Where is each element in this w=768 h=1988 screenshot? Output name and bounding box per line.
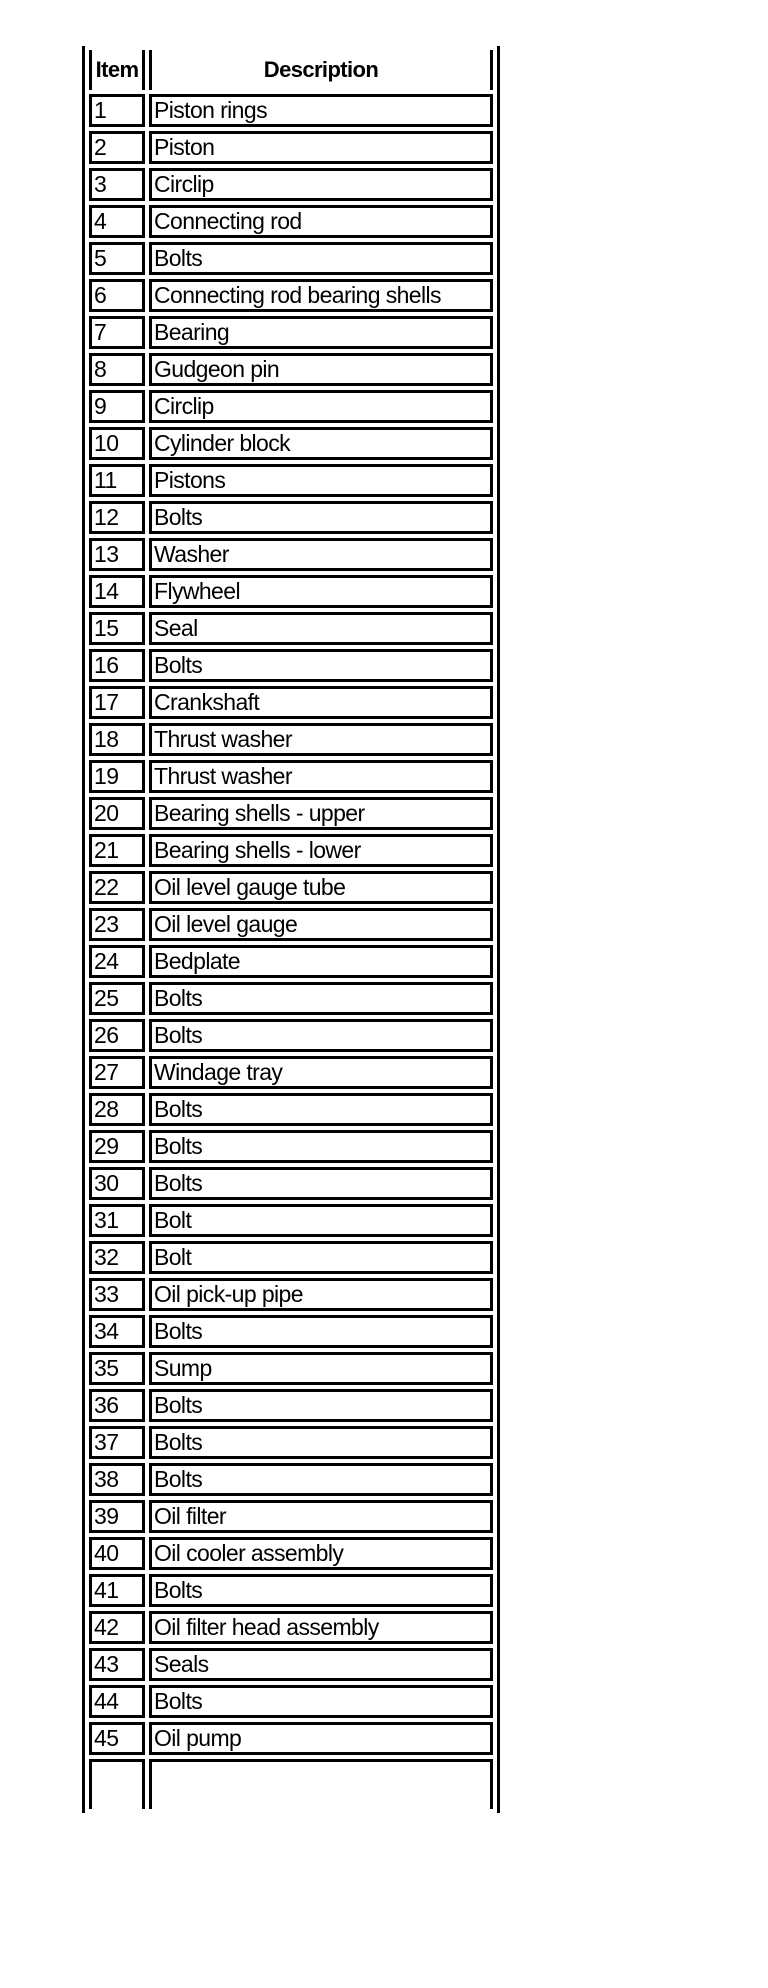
description-cell: Bolts [149,242,493,275]
description-cell: Bolts [149,1685,493,1718]
table-row [89,945,493,978]
item-column-header: Item [89,50,145,90]
table-row [89,168,493,201]
description-cell: Bolts [149,1426,493,1459]
table-row [89,723,493,756]
item-number-cell: 3 [89,168,145,201]
table-row [89,1389,493,1422]
item-number-cell: 10 [89,427,145,460]
description-cell: Crankshaft [149,686,493,719]
item-number-cell: 16 [89,649,145,682]
item-number-cell: 14 [89,575,145,608]
item-number-cell: 26 [89,1019,145,1052]
table-row [89,316,493,349]
item-number-cell: 9 [89,390,145,423]
description-cell: Bolts [149,1389,493,1422]
item-number-cell: 6 [89,279,145,312]
description-cell: Cylinder block [149,427,493,460]
item-number-cell: 38 [89,1463,145,1496]
description-cell: Washer [149,538,493,571]
description-cell: Thrust washer [149,723,493,756]
item-number-cell: 27 [89,1056,145,1089]
description-cell: Oil filter head assembly [149,1611,493,1644]
description-cell: Bolt [149,1204,493,1237]
description-cell: Thrust washer [149,760,493,793]
item-number-cell: 44 [89,1685,145,1718]
table-row [89,1685,493,1718]
description-cell: Oil filter [149,1500,493,1533]
table-body [89,94,493,1809]
table-row [89,1130,493,1163]
item-number-cell: 32 [89,1241,145,1274]
description-cell: Bearing [149,316,493,349]
item-number-cell: 18 [89,723,145,756]
table-row [89,797,493,830]
table-row [89,390,493,423]
item-number-cell: 23 [89,908,145,941]
item-number-cell: 39 [89,1500,145,1533]
description-cell: Bolts [149,982,493,1015]
item-number-cell: 41 [89,1574,145,1607]
table-row [89,1093,493,1126]
table-row [89,353,493,386]
description-cell: Sump [149,1352,493,1385]
item-number-cell: 12 [89,501,145,534]
item-number-cell: 24 [89,945,145,978]
description-cell: Oil cooler assembly [149,1537,493,1570]
table-row [89,1463,493,1496]
table-row [89,464,493,497]
table-row [89,612,493,645]
item-number-cell: 36 [89,1389,145,1422]
table-row [89,538,493,571]
table-row [89,686,493,719]
item-number-cell: 4 [89,205,145,238]
item-number-cell: 5 [89,242,145,275]
description-cell: Bolts [149,1574,493,1607]
description-cell: Oil level gauge [149,908,493,941]
description-cell: Windage tray [149,1056,493,1089]
table-row [89,279,493,312]
item-number-cell: 17 [89,686,145,719]
description-cell: Connecting rod bearing shells [149,279,493,312]
table-row [89,908,493,941]
table-row [89,1722,493,1755]
description-cell: Gudgeon pin [149,353,493,386]
description-cell: Bolts [149,1093,493,1126]
description-cell: Oil pump [149,1722,493,1755]
description-cell: Piston rings [149,94,493,127]
description-cell: Pistons [149,464,493,497]
item-number-cell: 8 [89,353,145,386]
table-row [89,1500,493,1533]
item-number-cell: 43 [89,1648,145,1681]
item-number-cell: 30 [89,1167,145,1200]
item-number-cell: 2 [89,131,145,164]
description-cell: Flywheel [149,575,493,608]
table-row [89,982,493,1015]
table-row [89,94,493,127]
table-row [89,131,493,164]
item-number-cell: 45 [89,1722,145,1755]
table-row [89,1611,493,1644]
table-row [89,427,493,460]
item-number-cell: 22 [89,871,145,904]
description-cell: Bolts [149,1315,493,1348]
item-number-cell: 33 [89,1278,145,1311]
table-row [89,501,493,534]
description-cell: Bolt [149,1241,493,1274]
description-cell: Seals [149,1648,493,1681]
empty-table-row [89,1759,493,1809]
description-cell: Bedplate [149,945,493,978]
item-number-cell: 25 [89,982,145,1015]
table-row [89,1426,493,1459]
table-row [89,1278,493,1311]
table-row [89,1056,493,1089]
item-number-cell: 7 [89,316,145,349]
table-row [89,834,493,867]
table-header-row [89,50,493,90]
description-cell: Bolts [149,1167,493,1200]
table-row [89,871,493,904]
item-number-cell: 37 [89,1426,145,1459]
table-row [89,1204,493,1237]
description-cell: Oil level gauge tube [149,871,493,904]
item-number-cell: 42 [89,1611,145,1644]
table-row [89,1019,493,1052]
table-row [89,242,493,275]
item-number-cell: 31 [89,1204,145,1237]
description-cell: Connecting rod [149,205,493,238]
item-number-cell: 29 [89,1130,145,1163]
table-row [89,1352,493,1385]
table-row [89,1167,493,1200]
item-number-cell: 15 [89,612,145,645]
item-number-cell: 11 [89,464,145,497]
table-row [89,1315,493,1348]
empty-description-cell [149,1759,493,1809]
item-number-cell: 34 [89,1315,145,1348]
item-number-cell: 20 [89,797,145,830]
item-number-cell: 21 [89,834,145,867]
description-cell: Piston [149,131,493,164]
description-cell: Bolts [149,1130,493,1163]
description-cell: Bolts [149,649,493,682]
table-row [89,575,493,608]
description-cell: Bolts [149,1019,493,1052]
table-row [89,649,493,682]
item-number-cell: 13 [89,538,145,571]
empty-item-cell [89,1759,145,1809]
description-cell: Circlip [149,168,493,201]
table-row [89,760,493,793]
description-cell: Bolts [149,501,493,534]
description-cell: Bearing shells - upper [149,797,493,830]
description-cell: Bearing shells - lower [149,834,493,867]
description-cell: Oil pick-up pipe [149,1278,493,1311]
table-row [89,1241,493,1274]
item-number-cell: 35 [89,1352,145,1385]
table-row [89,205,493,238]
table-row [89,1648,493,1681]
description-cell: Seal [149,612,493,645]
description-cell: Circlip [149,390,493,423]
description-cell: Bolts [149,1463,493,1496]
table-row [89,1574,493,1607]
item-number-cell: 19 [89,760,145,793]
table-row [89,1537,493,1570]
description-column-header: Description [149,50,493,90]
item-number-cell: 40 [89,1537,145,1570]
item-number-cell: 1 [89,94,145,127]
parts-table [82,46,500,1813]
item-number-cell: 28 [89,1093,145,1126]
